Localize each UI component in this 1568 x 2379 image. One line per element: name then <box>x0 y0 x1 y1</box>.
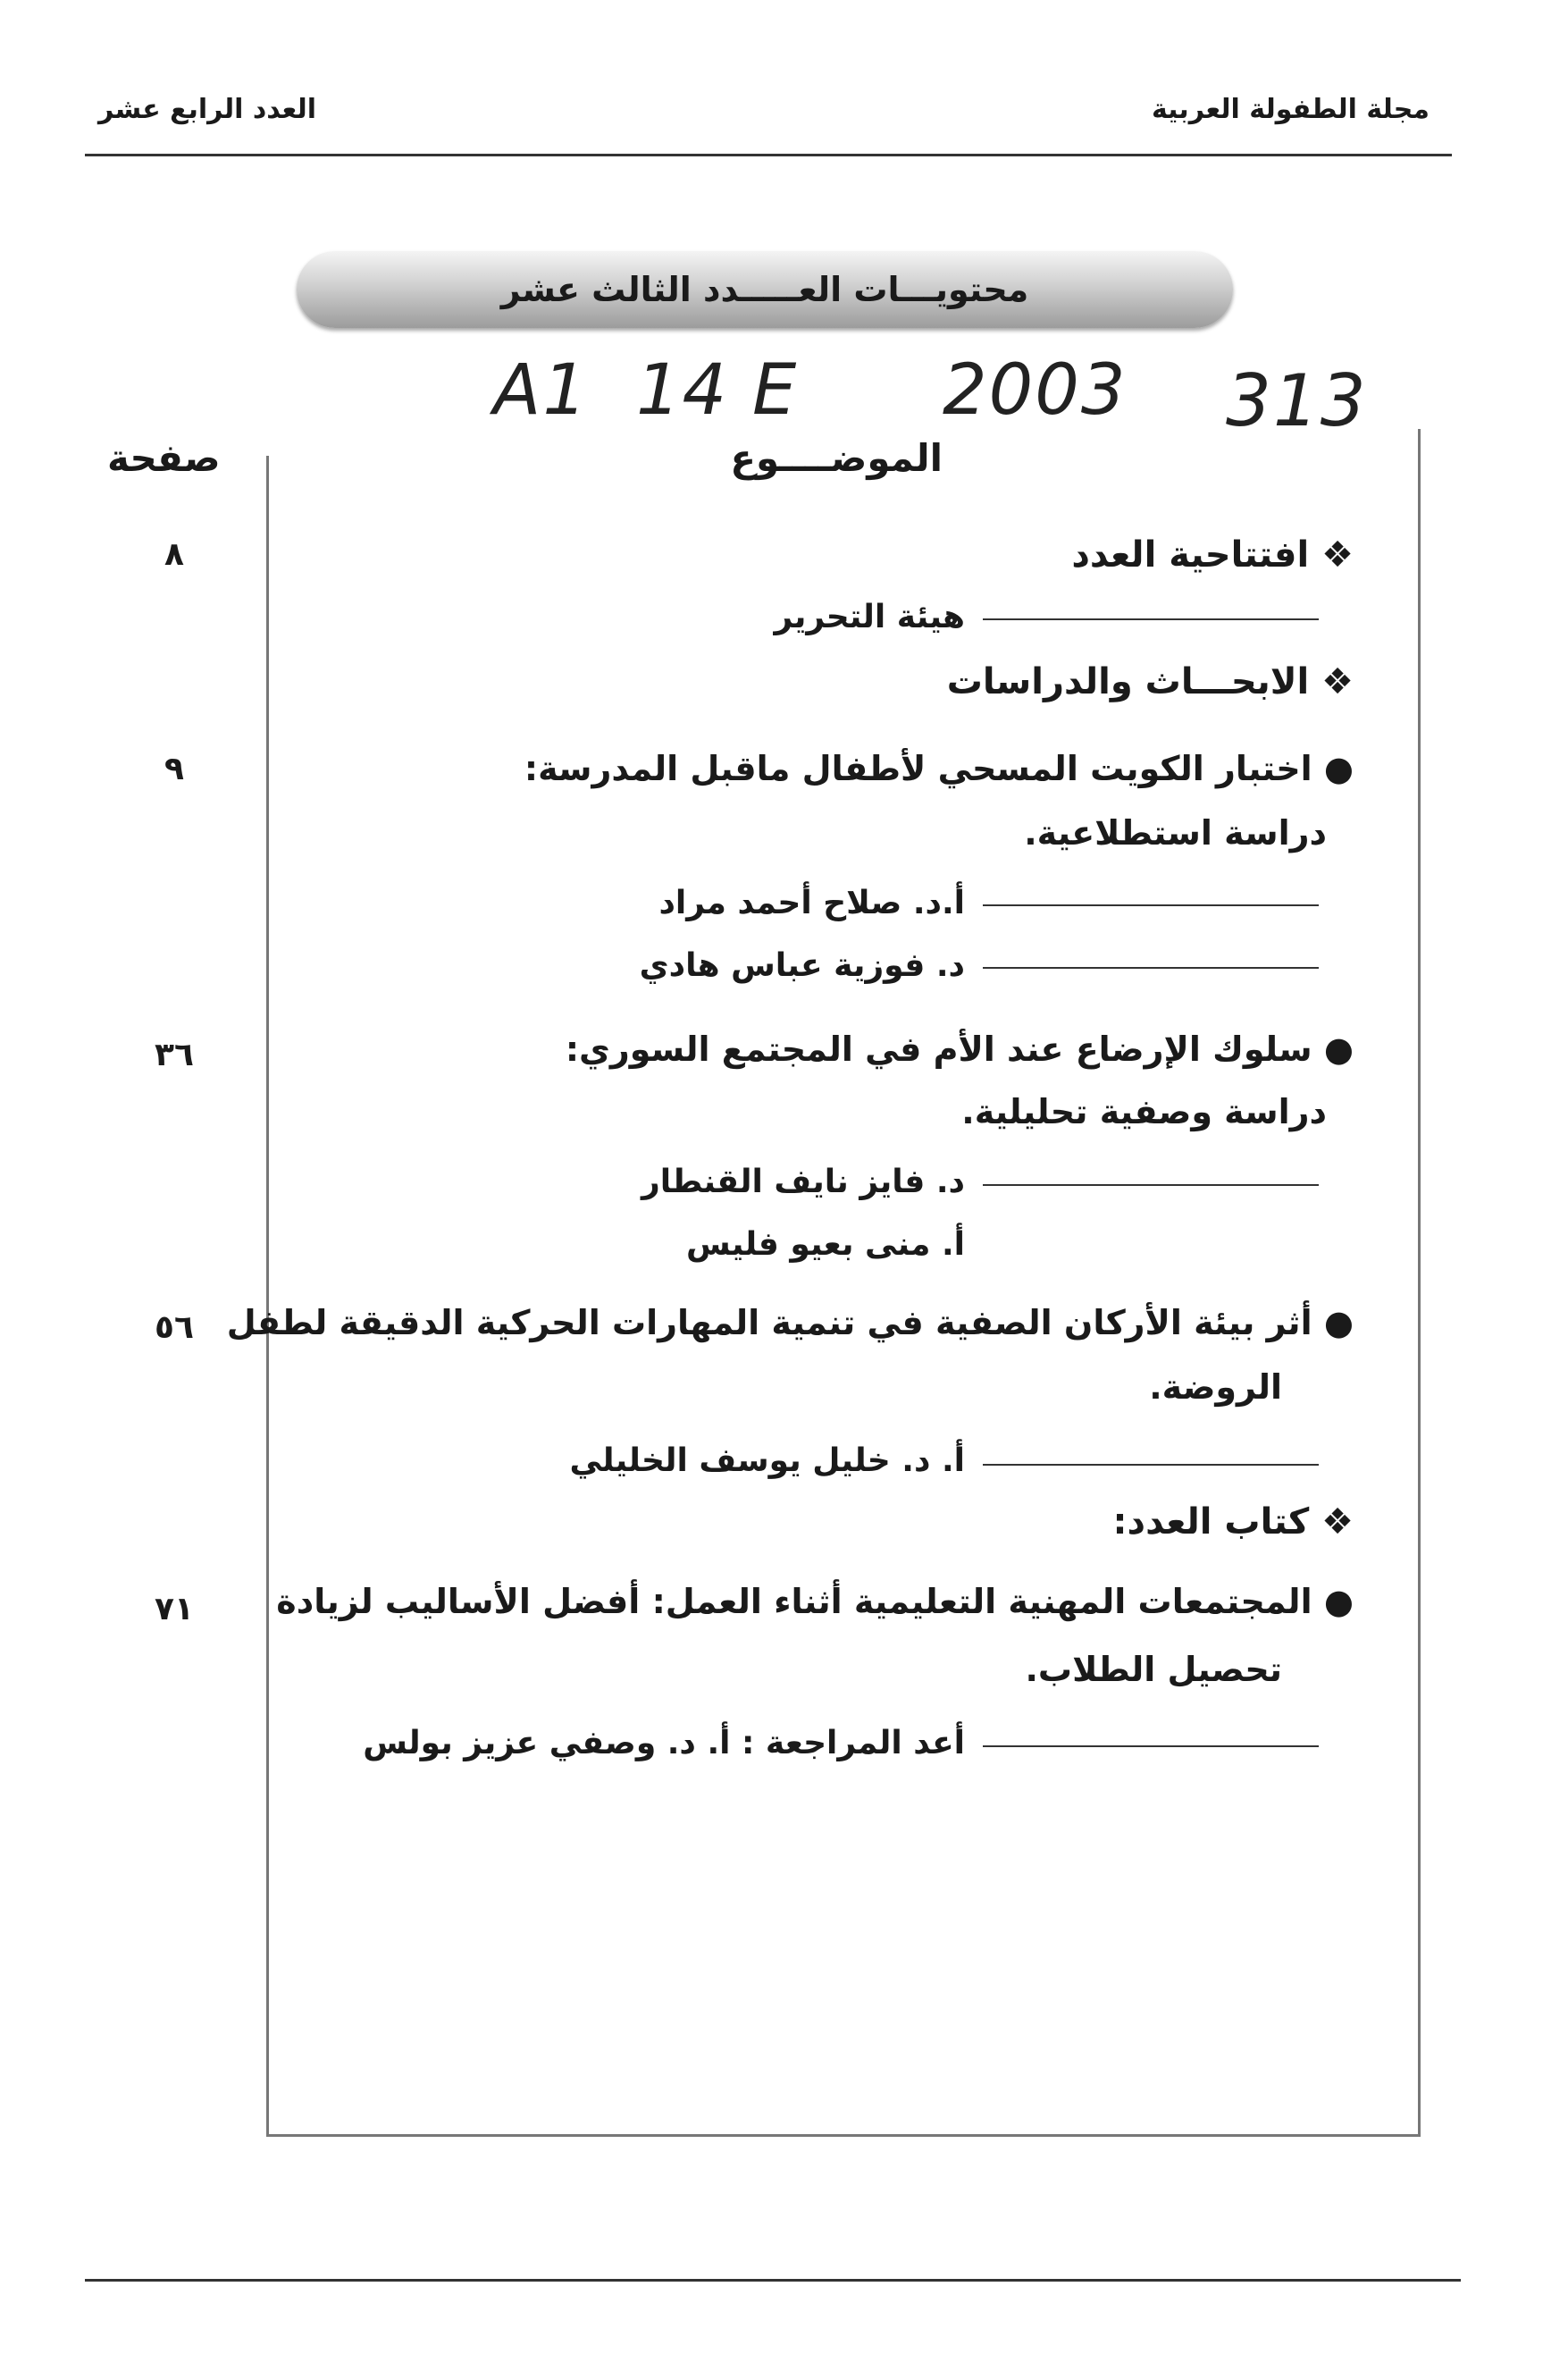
article-2-subtitle: دراسة وصفية تحليلية. <box>961 1092 1327 1131</box>
article-1-subtitle: دراسة استطلاعية. <box>1024 813 1327 853</box>
footer-rule <box>85 2279 1461 2282</box>
article-3-subtitle: الروضة. <box>1149 1367 1282 1407</box>
leader-line <box>983 904 1319 906</box>
column-divider <box>266 456 269 2136</box>
book-reviewer: أعد المراجعة : أ. د. وصفي عزيز بولس <box>363 1725 965 1761</box>
author-editorial: هيئة التحرير <box>774 599 965 635</box>
handwritten-year: 2003 <box>943 350 1128 431</box>
article-3-page: ٥٦ <box>155 1309 194 1346</box>
leader-line <box>983 1184 1319 1186</box>
page-column-header: صفحة <box>107 436 221 480</box>
book-title: ● المجتمعات المهنية التعليمية أثناء العمل: أفضل الأساليب لزيادة <box>276 1582 1354 1621</box>
leader-line <box>983 618 1319 620</box>
contents-title: محتويـــات العـــــدد الثالث عشر <box>297 251 1233 328</box>
article-1-author-1: أ.د. صلاح أحمد مراد <box>658 885 965 921</box>
page-editorial: ٨ <box>164 536 184 573</box>
topic-column-header: الموضــــوع <box>730 436 943 480</box>
article-2-author-1: د. فايز نايف القنطار <box>641 1164 965 1200</box>
journal-title: مجلة الطفولة العربية <box>1151 94 1430 125</box>
frame-bottom <box>266 2134 1421 2137</box>
section-research: ❖ الابحـــاث والدراسات <box>946 661 1354 702</box>
article-1-author-2: د. فوزية عباس هادي <box>639 947 965 984</box>
book-page: ٧١ <box>155 1591 194 1627</box>
leader-line <box>983 1745 1319 1747</box>
header-rule <box>85 154 1452 156</box>
article-2-author-2: أ. منى بعيو فليس <box>686 1226 965 1263</box>
article-3-author: أ. د. خليل يوسف الخليلي <box>569 1442 965 1479</box>
leader-line <box>983 967 1319 969</box>
article-1-title: ● اختبار الكويت المسحي لأطفال ماقبل المدرسة: <box>524 749 1354 788</box>
article-1-page: ٩ <box>164 751 184 787</box>
section-book: ❖ كتاب العدد: <box>1112 1501 1354 1543</box>
leader-line <box>983 1464 1319 1466</box>
handwritten-number: 14 E <box>636 350 799 431</box>
issue-label: العدد الرابع عشر <box>98 94 317 125</box>
article-3-title: ● أثر بيئة الأركان الصفية في تنمية المهارات الحركية الدقيقة لطفل <box>226 1303 1354 1342</box>
handwritten-code: A1 <box>493 350 589 431</box>
handwritten-id: 313 <box>1226 359 1368 442</box>
right-border <box>1418 429 1421 2136</box>
article-2-page: ٣٦ <box>155 1037 194 1073</box>
book-subtitle: تحصيل الطلاب. <box>1025 1650 1282 1689</box>
article-2-title: ● سلوك الإرضاع عند الأم في المجتمع السوري: <box>565 1030 1354 1069</box>
section-editorial: ❖ افتتاحية العدد <box>1071 534 1354 576</box>
